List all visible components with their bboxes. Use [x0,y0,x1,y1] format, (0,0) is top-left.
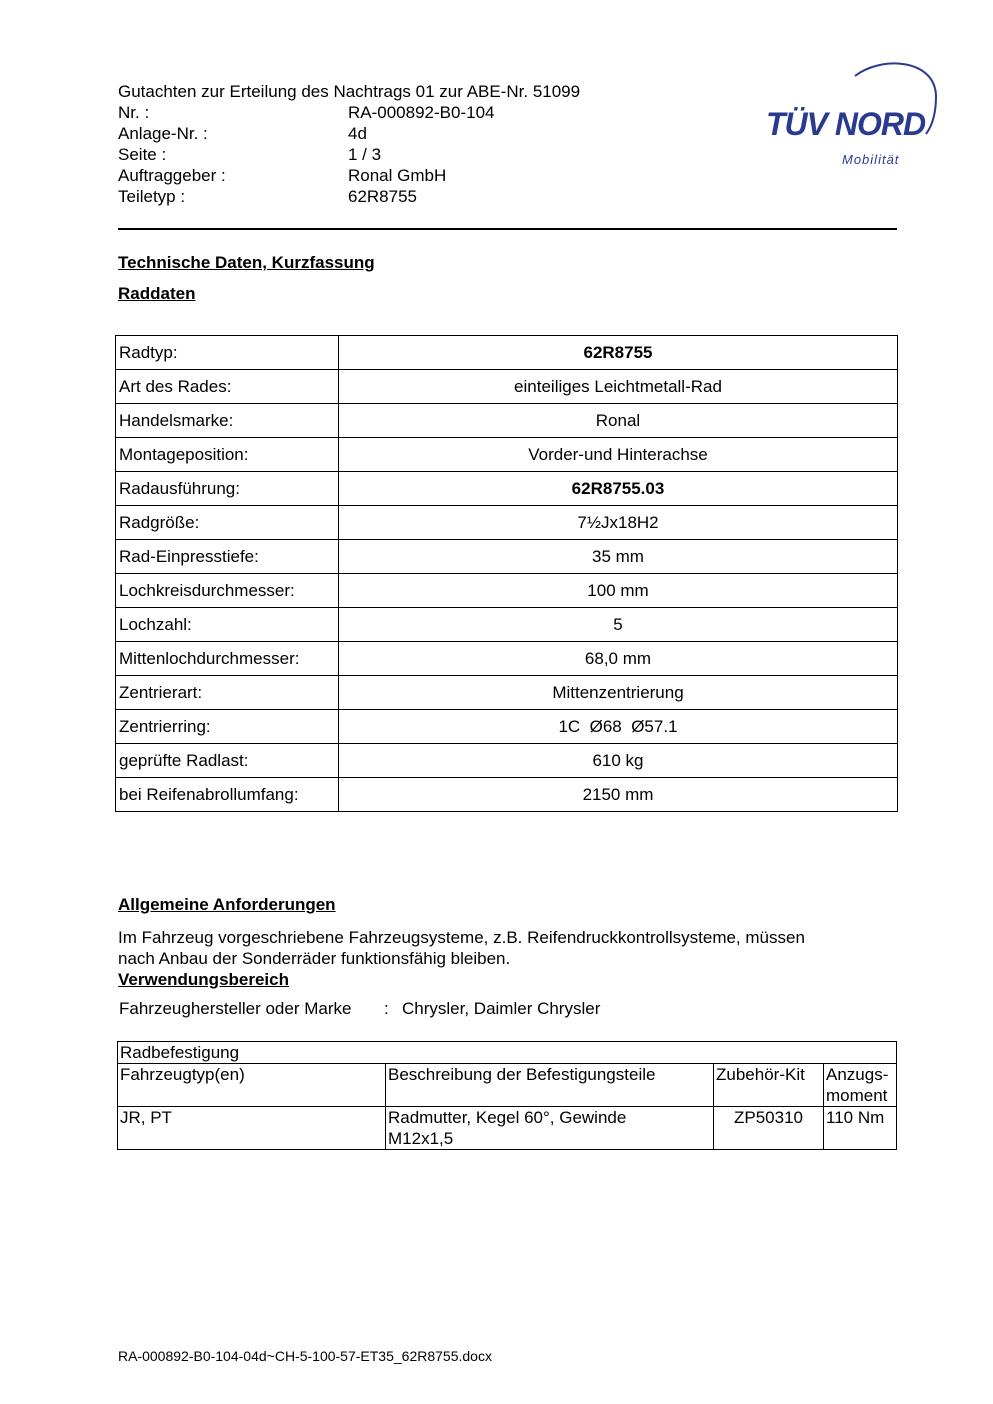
cell-typ: JR, PT [118,1107,386,1150]
manufacturer-label: Fahrzeughersteller oder Marke [119,999,352,1018]
row-value: einteiliges Leichtmetall-Rad [339,370,898,404]
header-label-seite: Seite : [118,145,167,164]
header-label-teiletyp: Teiletyp : [118,187,186,206]
header-value-teiletyp: 62R8755 [348,187,418,206]
header-label-nr: Nr. : [118,103,150,122]
row-value: 2150 mm [339,778,898,812]
table-row [116,710,898,744]
row-value: 62R8755.03 [339,472,898,506]
row-label: Mittenlochdurchmesser: [116,642,339,676]
table-row [116,608,898,642]
table-row [118,1107,897,1150]
table-title: Radbefestigung [118,1042,897,1064]
section-heading-technical: Technische Daten, Kurzfassung [118,253,375,272]
table-row [116,574,898,608]
table-row [116,404,898,438]
footer-filename: RA-000892-B0-104-04d~CH-5-100-57-ET35_62R8755.docx [118,1348,492,1364]
table-row [116,676,898,710]
row-value: 100 mm [339,574,898,608]
col-header-moment-line-2: moment [826,1086,888,1105]
row-label: Radausführung: [116,472,339,506]
table-row [116,506,898,540]
header-value-nr: RA-000892-B0-104 [348,103,495,122]
row-label: Radgröße: [116,506,339,540]
row-label: geprüfte Radlast: [116,744,339,778]
row-value: 5 [339,608,898,642]
table-row [116,540,898,574]
header-divider [118,228,897,230]
logo-wordmark: TÜV NORD [766,106,926,142]
row-value: 68,0 mm [339,642,898,676]
header-value-seite: 1 / 3 [348,145,382,164]
row-label: Handelsmarke: [116,404,339,438]
row-value: 610 kg [339,744,898,778]
col-header-desc: Beschreibung der Befestigungsteile [386,1064,714,1107]
cell-desc [386,1107,714,1150]
raddaten-table [115,335,898,812]
col-header-typ: Fahrzeugtyp(en) [118,1064,386,1107]
row-value: 1C Ø68 Ø57.1 [339,710,898,744]
col-header-moment [824,1064,897,1107]
row-label: Art des Rades: [116,370,339,404]
row-label: Montageposition: [116,438,339,472]
row-label: Zentrierart: [116,676,339,710]
manufacturer-value: Chrysler, Daimler Chrysler [402,999,601,1018]
header-label-anlage: Anlage-Nr. : [118,124,208,143]
row-label: Radtyp: [116,336,339,370]
cell-desc-line-1: Radmutter, Kegel 60°, Gewinde [388,1108,627,1127]
table-row [116,744,898,778]
col-header-kit: Zubehör-Kit [714,1064,824,1107]
table-header-row [118,1064,897,1107]
cell-desc-line-2: M12x1,5 [388,1129,454,1148]
header-value-anlage: 4d [348,124,367,143]
table-title-row [118,1042,897,1064]
table-row [116,336,898,370]
row-label: Lochzahl: [116,608,339,642]
table-row [116,778,898,812]
row-value: Vorder-und Hinterachse [339,438,898,472]
row-value: Ronal [339,404,898,438]
row-label: Zentrierring: [116,710,339,744]
cell-moment: 110 Nm [824,1107,897,1150]
logo-subtitle: Mobilität [842,152,900,167]
row-label: Rad-Einpresstiefe: [116,540,339,574]
befestigung-table [117,1041,897,1150]
table-row [116,370,898,404]
general-text-line-1: Im Fahrzeug vorgeschriebene Fahrzeugsysteme, z.B. Reifendruckkontrollsysteme, müssen [118,928,805,947]
cell-kit: ZP50310 [714,1107,824,1150]
document-title: Gutachten zur Erteilung des Nachtrags 01 zur ABE-Nr. 51099 [118,82,581,101]
row-value: Mittenzentrierung [339,676,898,710]
row-label: Lochkreisdurchmesser: [116,574,339,608]
table-row [116,438,898,472]
row-value: 35 mm [339,540,898,574]
section-heading-usage: Verwendungsbereich [118,970,289,989]
header-label-auftraggeber: Auftraggeber : [118,166,226,185]
section-heading-raddaten: Raddaten [118,284,196,303]
col-header-moment-line-1: Anzugs- [826,1065,889,1084]
row-value: 7½Jx18H2 [339,506,898,540]
row-value: 62R8755 [339,336,898,370]
table-row [116,472,898,506]
header-value-auftraggeber: Ronal GmbH [348,166,447,185]
section-heading-general: Allgemeine Anforderungen [118,895,336,914]
manufacturer-separator: : [384,999,389,1018]
general-text-line-2: nach Anbau der Sonderräder funktionsfähig bleiben. [118,949,511,968]
table-row [116,642,898,676]
row-label: bei Reifenabrollumfang: [116,778,339,812]
